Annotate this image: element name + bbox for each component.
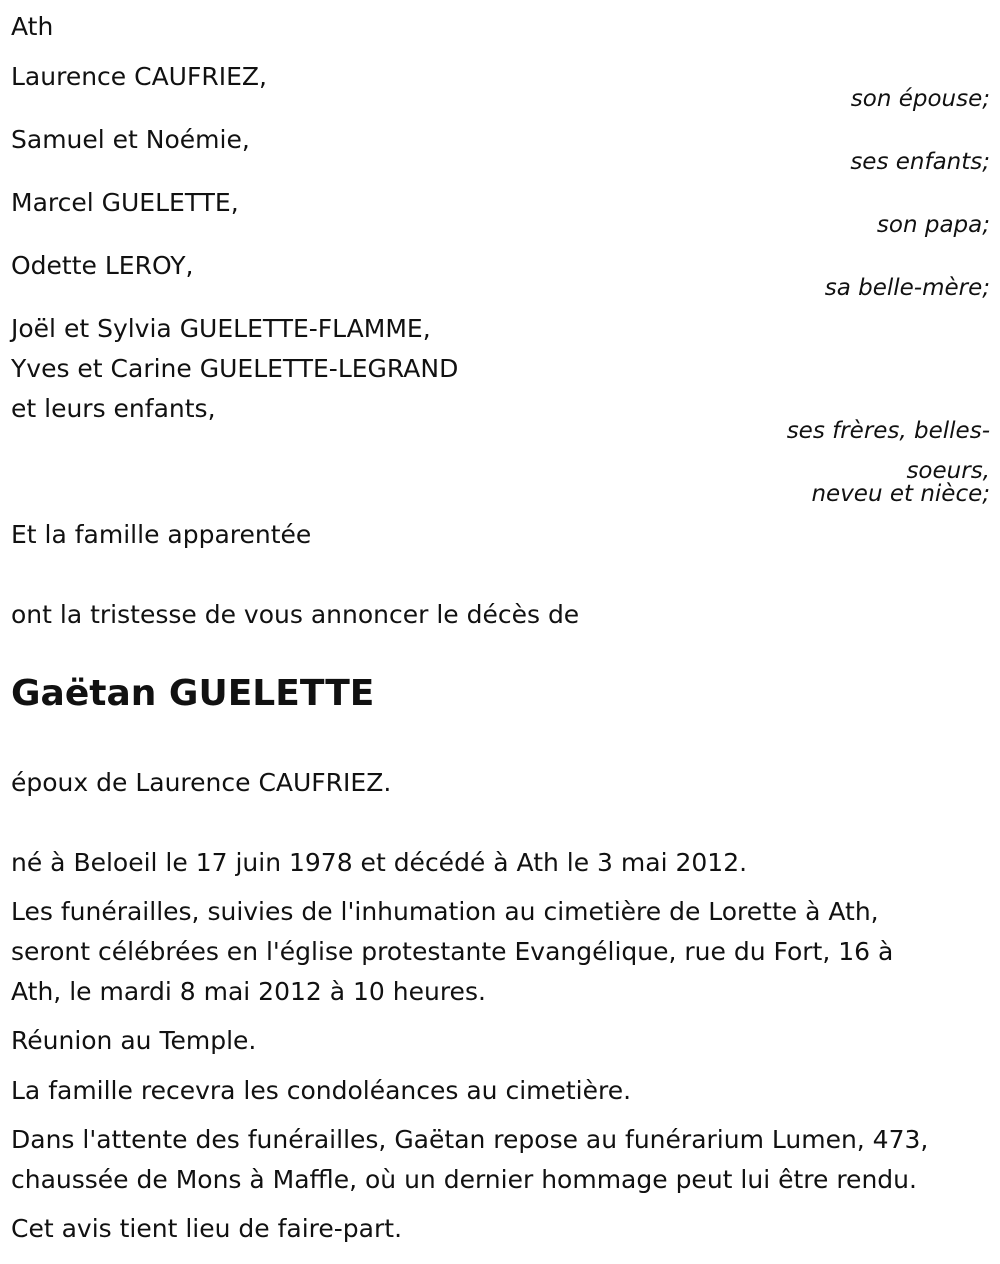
family-member-relation: son épouse;: [850, 86, 990, 112]
family-member-name: Samuel et Noémie,: [11, 125, 250, 154]
condolences-line: La famille recevra les condoléances au cimetière.: [11, 1076, 632, 1105]
extended-family: Et la famille apparentée: [11, 520, 312, 549]
family-member-name: Yves et Carine GUELETTE-LEGRAND: [11, 354, 459, 383]
funeral-details: seront célébrées en l'église protestante Evangélique, rue du Fort, 16 à: [11, 937, 894, 966]
funeral-details: Les funérailles, suivies de l'inhumation au cimetière de Lorette à Ath,: [11, 897, 879, 926]
family-member-relation: soeurs,: [906, 458, 990, 484]
deceased-name: Gaëtan GUELETTE: [11, 673, 375, 714]
family-member-relation: ses frères, belles-: [786, 418, 990, 444]
family-member-name: Joël et Sylvia GUELETTE-FLAMME,: [11, 314, 431, 343]
viewing-details: Dans l'attente des funérailles, Gaëtan repose au funérarium Lumen, 473,: [11, 1125, 929, 1154]
reunion-line: Réunion au Temple.: [11, 1026, 257, 1055]
closing-line: Cet avis tient lieu de faire-part.: [11, 1214, 403, 1243]
family-member-name: et leurs enfants,: [11, 394, 216, 423]
funeral-details: Ath, le mardi 8 mai 2012 à 10 heures.: [11, 977, 486, 1006]
family-member-relation: neveu et nièce;: [811, 481, 990, 507]
viewing-details: chaussée de Mons à Maffle, où un dernier hommage peut lui être rendu.: [11, 1165, 917, 1194]
family-member-name: Laurence CAUFRIEZ,: [11, 62, 267, 91]
family-member-relation: ses enfants;: [850, 149, 990, 175]
family-member-relation: son papa;: [876, 212, 990, 238]
place: Ath: [11, 12, 54, 41]
birth-death-line: né à Beloeil le 17 juin 1978 et décédé à Ath le 3 mai 2012.: [11, 848, 748, 877]
family-member-name: Odette LEROY,: [11, 251, 194, 280]
family-member-relation: sa belle-mère;: [824, 275, 990, 301]
spouse-line: époux de Laurence CAUFRIEZ.: [11, 768, 392, 797]
family-member-name: Marcel GUELETTE,: [11, 188, 239, 217]
announcement: ont la tristesse de vous annoncer le décès de: [11, 600, 580, 629]
